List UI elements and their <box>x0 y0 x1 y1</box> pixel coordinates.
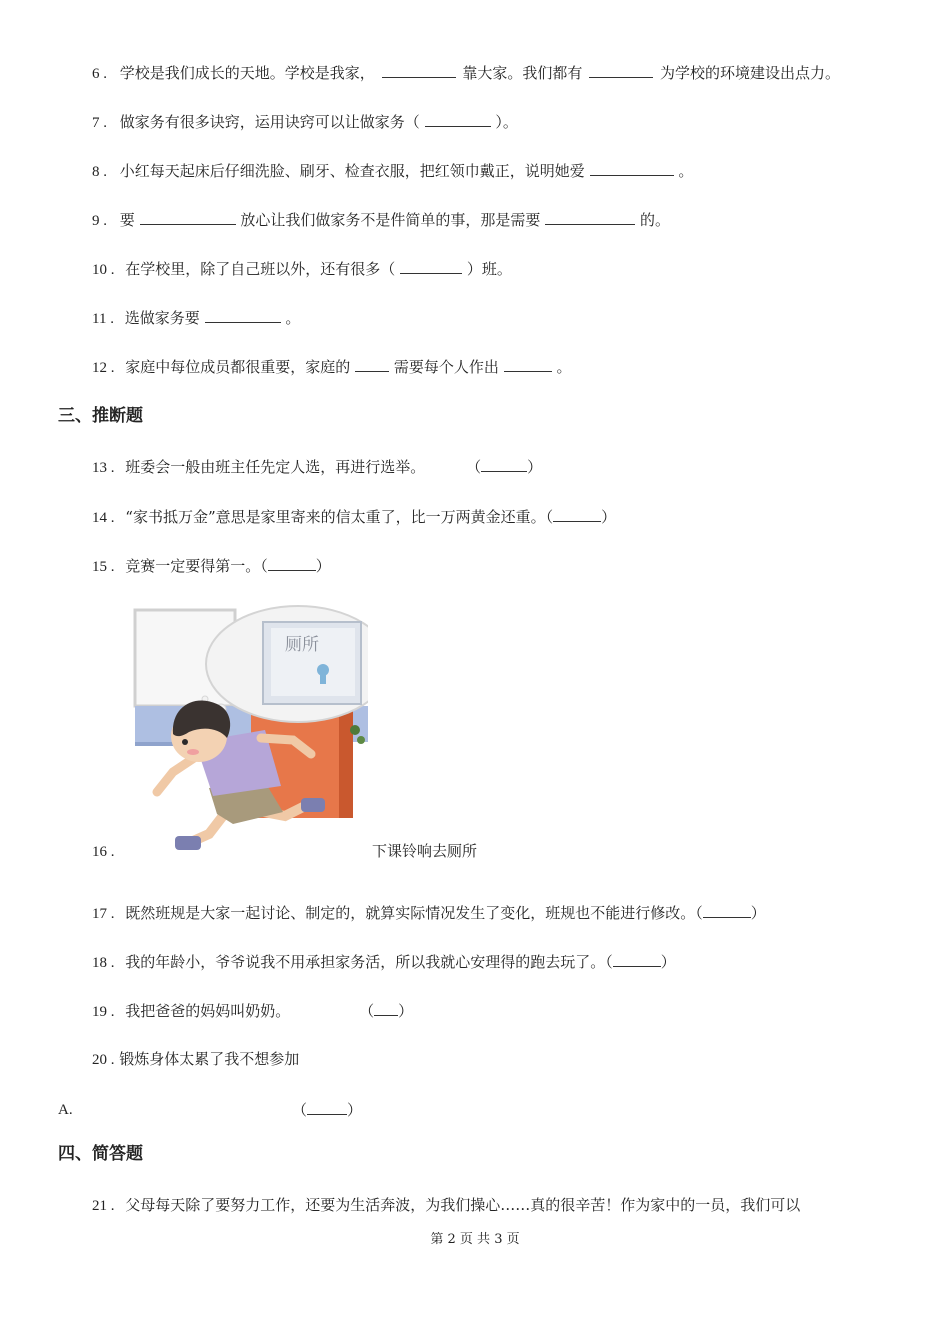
answer-blank[interactable] <box>553 506 601 522</box>
bracket-close: ） <box>750 904 766 922</box>
section-heading: 三、推断题 <box>58 406 143 426</box>
question-number: 7 . <box>92 115 107 131</box>
question-number: 17 . <box>92 906 115 922</box>
question-14 <box>92 506 616 528</box>
bracket-close: ） <box>527 458 543 476</box>
question-number: 21 . <box>92 1198 115 1214</box>
question-text: 要 <box>119 211 135 229</box>
question-number: 6 . <box>92 66 107 82</box>
option-label: A. <box>58 1102 73 1118</box>
answer-blank[interactable] <box>268 555 316 571</box>
question-text: 家庭中每位成员都很重要，家庭的 <box>125 358 351 376</box>
question-text: 。 <box>285 309 301 327</box>
question-text: 父母每天除了要努力工作，还要为生活奔波，为我们操心……真的很辛苦！作为家中的一员，我们可以 <box>125 1196 801 1214</box>
answer-blank[interactable] <box>589 62 653 78</box>
bracket-close: ） <box>398 1002 414 1020</box>
question-text: 学校是我们成长的天地。学校是我家， <box>119 64 375 82</box>
question-text: 我把爸爸的妈妈叫奶奶。 <box>125 1002 291 1020</box>
question-number: 9 . <box>92 213 107 229</box>
question-number: 13 . <box>92 460 115 476</box>
question-15 <box>92 555 331 577</box>
question-19 <box>92 1000 413 1022</box>
question-text: “家书抵万金”意思是家里寄来的信太重了，比一万两黄金还重。（ <box>125 508 554 526</box>
question-number: 12 . <box>92 360 115 376</box>
answer-blank[interactable] <box>382 62 456 78</box>
question-text: 靠大家。我们都有 <box>462 64 583 82</box>
question-21 <box>92 1195 800 1216</box>
question-number: 20 . <box>92 1052 115 1068</box>
answer-blank[interactable] <box>205 307 281 323</box>
question-13 <box>92 456 542 478</box>
answer-blank[interactable] <box>504 356 552 372</box>
question-text: 。 <box>678 162 694 180</box>
bracket-close: ） <box>347 1101 363 1119</box>
answer-blank[interactable] <box>355 356 389 372</box>
bracket-open: （ <box>466 458 482 476</box>
question-6 <box>92 62 840 84</box>
question-8 <box>92 160 693 182</box>
answer-blank[interactable] <box>140 209 236 225</box>
question-text: 既然班规是大家一起讨论、制定的，就算实际情况发生了变化，班规也不能进行修改。（ <box>125 904 703 922</box>
toilet-sign-text: 厕所 <box>285 635 319 655</box>
question-text: 需要每个人作出 <box>393 358 499 376</box>
answer-blank[interactable] <box>545 209 635 225</box>
bracket-close: ） <box>601 508 617 526</box>
illustration-svg <box>133 602 368 854</box>
question-20 <box>92 1049 299 1070</box>
question-text: ）班。 <box>466 260 512 278</box>
boy-running-to-toilet-illustration <box>133 602 368 854</box>
question-16-number <box>92 841 115 862</box>
question-number: 15 . <box>92 559 115 575</box>
question-text: 选做家务要 <box>124 309 200 327</box>
bracket-close: ） <box>660 953 676 971</box>
question-number: 14 . <box>92 510 115 526</box>
answer-blank[interactable] <box>613 951 661 967</box>
question-16-text <box>372 841 477 861</box>
question-text: 在学校里，除了自己班以外，还有很多（ <box>125 260 396 278</box>
bracket-open: （ <box>292 1101 308 1119</box>
question-text: 班委会一般由班主任先定人选，再进行选举。 <box>125 458 426 476</box>
section-heading: 四、简答题 <box>58 1144 143 1164</box>
question-17 <box>92 902 766 924</box>
page-footer: 第 2 页 共 3 页 <box>430 1232 520 1247</box>
question-10 <box>92 258 512 280</box>
answer-blank[interactable] <box>425 111 491 127</box>
answer-blank[interactable] <box>481 456 527 472</box>
question-text: 下课铃响去厕所 <box>372 842 478 860</box>
question-number: 16 . <box>92 844 115 860</box>
question-11 <box>92 307 300 329</box>
question-text: 放心让我们做家务不是件简单的事，那是需要 <box>240 211 541 229</box>
question-12 <box>92 356 571 378</box>
question-text: 。 <box>556 358 572 376</box>
question-18 <box>92 951 676 973</box>
question-text: 小红每天起床后仔细洗脸、刷牙、检查衣服，把红领巾戴正，说明她爱 <box>119 162 585 180</box>
question-7 <box>92 111 518 133</box>
question-text: 做家务有很多诀窍，运用诀窍可以让做家务（ <box>119 113 420 131</box>
question-number: 8 . <box>92 164 107 180</box>
question-number: 18 . <box>92 955 115 971</box>
question-text: ）。 <box>495 113 518 131</box>
question-number: 19 . <box>92 1004 115 1020</box>
question-text: 的。 <box>639 211 670 229</box>
question-number: 10 . <box>92 262 115 278</box>
answer-blank[interactable] <box>307 1099 347 1115</box>
bracket-close: ） <box>315 557 331 575</box>
question-text: 为学校的环境建设出点力。 <box>659 64 840 82</box>
answer-blank[interactable] <box>374 1000 398 1016</box>
answer-blank[interactable] <box>400 258 462 274</box>
answer-blank[interactable] <box>703 902 751 918</box>
option-a <box>58 1099 73 1120</box>
question-text: 我的年龄小，爷爷说我不用承担家务活，所以我就心安理得的跑去玩了。（ <box>125 953 613 971</box>
question-9 <box>92 209 670 231</box>
question-text: 锻炼身体太累了我不想参加 <box>119 1050 300 1068</box>
bracket-open: （ <box>359 1002 375 1020</box>
question-text: 竞赛一定要得第一。（ <box>125 557 268 575</box>
option-a-answer <box>292 1099 362 1120</box>
answer-blank[interactable] <box>590 160 674 176</box>
question-number: 11 . <box>92 311 114 327</box>
